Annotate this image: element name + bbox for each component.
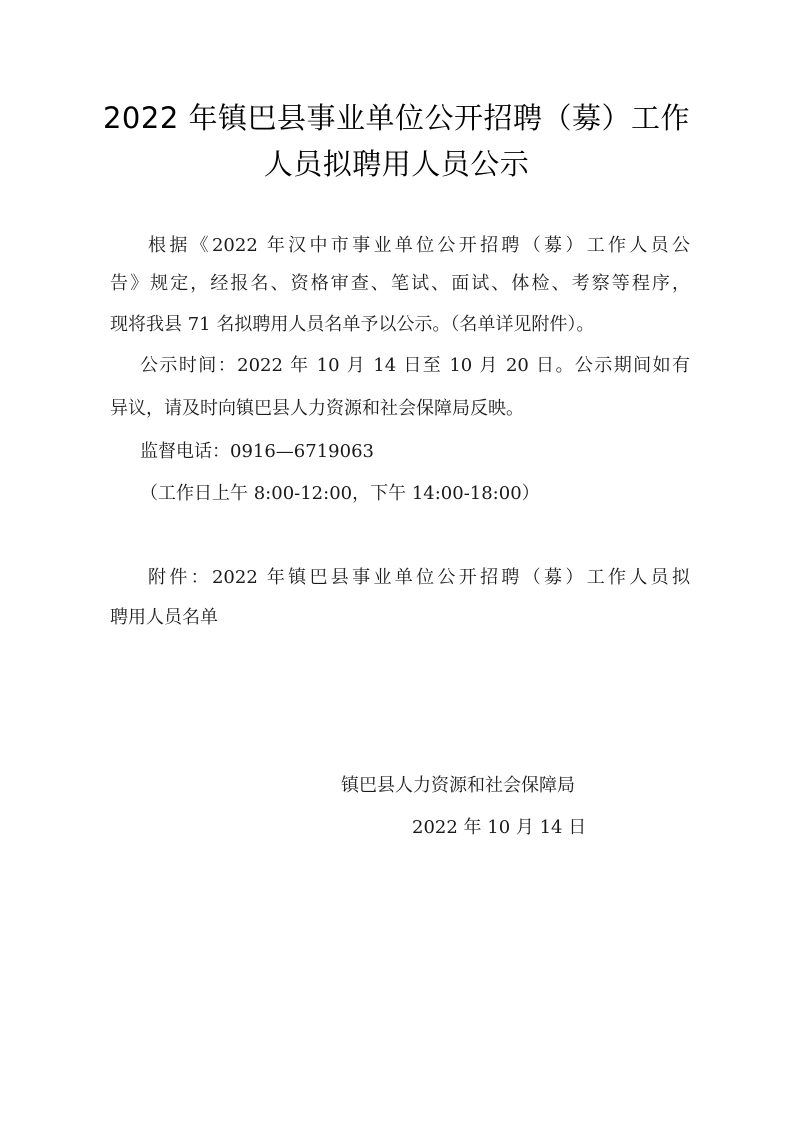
- office-hours: （工作日上午 8:00-12:00，下午 14:00-18:00）: [140, 483, 540, 504]
- signature-date: 2022 年 10 月 14 日: [412, 817, 587, 838]
- notice-paragraph-line-3: 现将我县 71 名拟聘用人员名单予以公示。（名单详见附件）。: [110, 314, 595, 335]
- page-title-line-2: 人员拟聘用人员公示: [263, 147, 530, 181]
- publicity-period-line-1: 公示时间：2022 年 10 月 14 日至 10 月 20 日。公示期间如有: [140, 355, 690, 376]
- notice-paragraph-line-1: 根据《2022 年汉中市事业单位公开招聘（募）工作人员公: [148, 235, 690, 256]
- attachment-line-1: 附件：2022 年镇巴县事业单位公开招聘（募）工作人员拟: [148, 567, 690, 588]
- notice-paragraph-line-2: 告》规定，经报名、资格审查、笔试、面试、体检、考察等程序，: [110, 273, 690, 294]
- supervision-phone: 监督电话：0916—6719063: [140, 441, 374, 462]
- publicity-period-line-2: 异议，请及时向镇巴县人力资源和社会保障局反映。: [110, 398, 524, 419]
- attachment-line-2: 聘用人员名单: [110, 607, 218, 628]
- signature-organization: 镇巴县人力资源和社会保障局: [341, 775, 575, 796]
- page-title-line-1: 2022 年镇巴县事业单位公开招聘（募）工作: [102, 101, 691, 135]
